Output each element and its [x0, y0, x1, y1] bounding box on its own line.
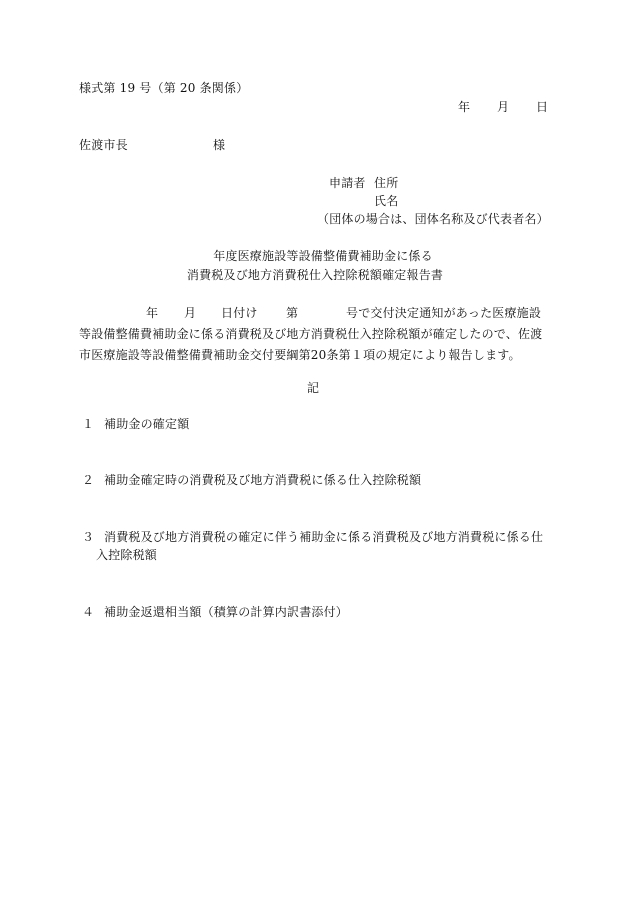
body-date-suffix: 日付け [221, 306, 258, 320]
date-month: 月 [497, 100, 510, 114]
title-line1: 年度医療施設等設備整備費補助金に係る [213, 249, 433, 263]
addressee-honorific: 様 [213, 138, 226, 152]
item-3-continuation: 入控除税額 [96, 548, 158, 562]
applicant-label: 申請者 [329, 176, 366, 190]
body-month: 月 [184, 306, 197, 320]
item-4-number: ４ [82, 605, 95, 619]
item-2-number: ２ [82, 473, 95, 487]
title-line2: 消費税及び地方消費税仕入控除税額確定報告書 [186, 268, 444, 282]
addressee-name: 佐渡市長 [79, 138, 128, 152]
body-line1-rest: 号で交付決定通知があった医療施設 [346, 306, 542, 320]
item-3-number: ３ [82, 530, 95, 544]
item-1-text: 補助金の確定額 [104, 417, 190, 431]
form-number: 様式第 19 号（第 20 条関係） [79, 81, 249, 95]
body-number-prefix: 第 [286, 306, 299, 320]
date-day: 日 [536, 100, 549, 114]
applicant-name-label: 氏名 [374, 194, 399, 208]
applicant-note: （団体の場合は、団体名称及び代表者名） [317, 212, 549, 226]
date-year: 年 [458, 100, 471, 114]
item-3-text: 消費税及び地方消費税の確定に伴う補助金に係る消費税及び地方消費税に係る仕 [104, 530, 544, 544]
item-4-text: 補助金返還相当額（積算の計算内訳書添付） [104, 605, 349, 619]
body-line3: 市医療施設等設備整備費補助金交付要綱第20条第１項の規定により報告します。 [79, 348, 521, 362]
body-year: 年 [146, 306, 159, 320]
item-1-number: １ [82, 417, 95, 431]
body-line2: 等設備整備費補助金に係る消費税及び地方消費税仕入控除税額が確定したので、佐渡 [79, 327, 543, 341]
item-2-text: 補助金確定時の消費税及び地方消費税に係る仕入控除税額 [104, 473, 422, 487]
ki-heading: 記 [307, 381, 320, 395]
applicant-address-label: 住所 [374, 176, 399, 190]
